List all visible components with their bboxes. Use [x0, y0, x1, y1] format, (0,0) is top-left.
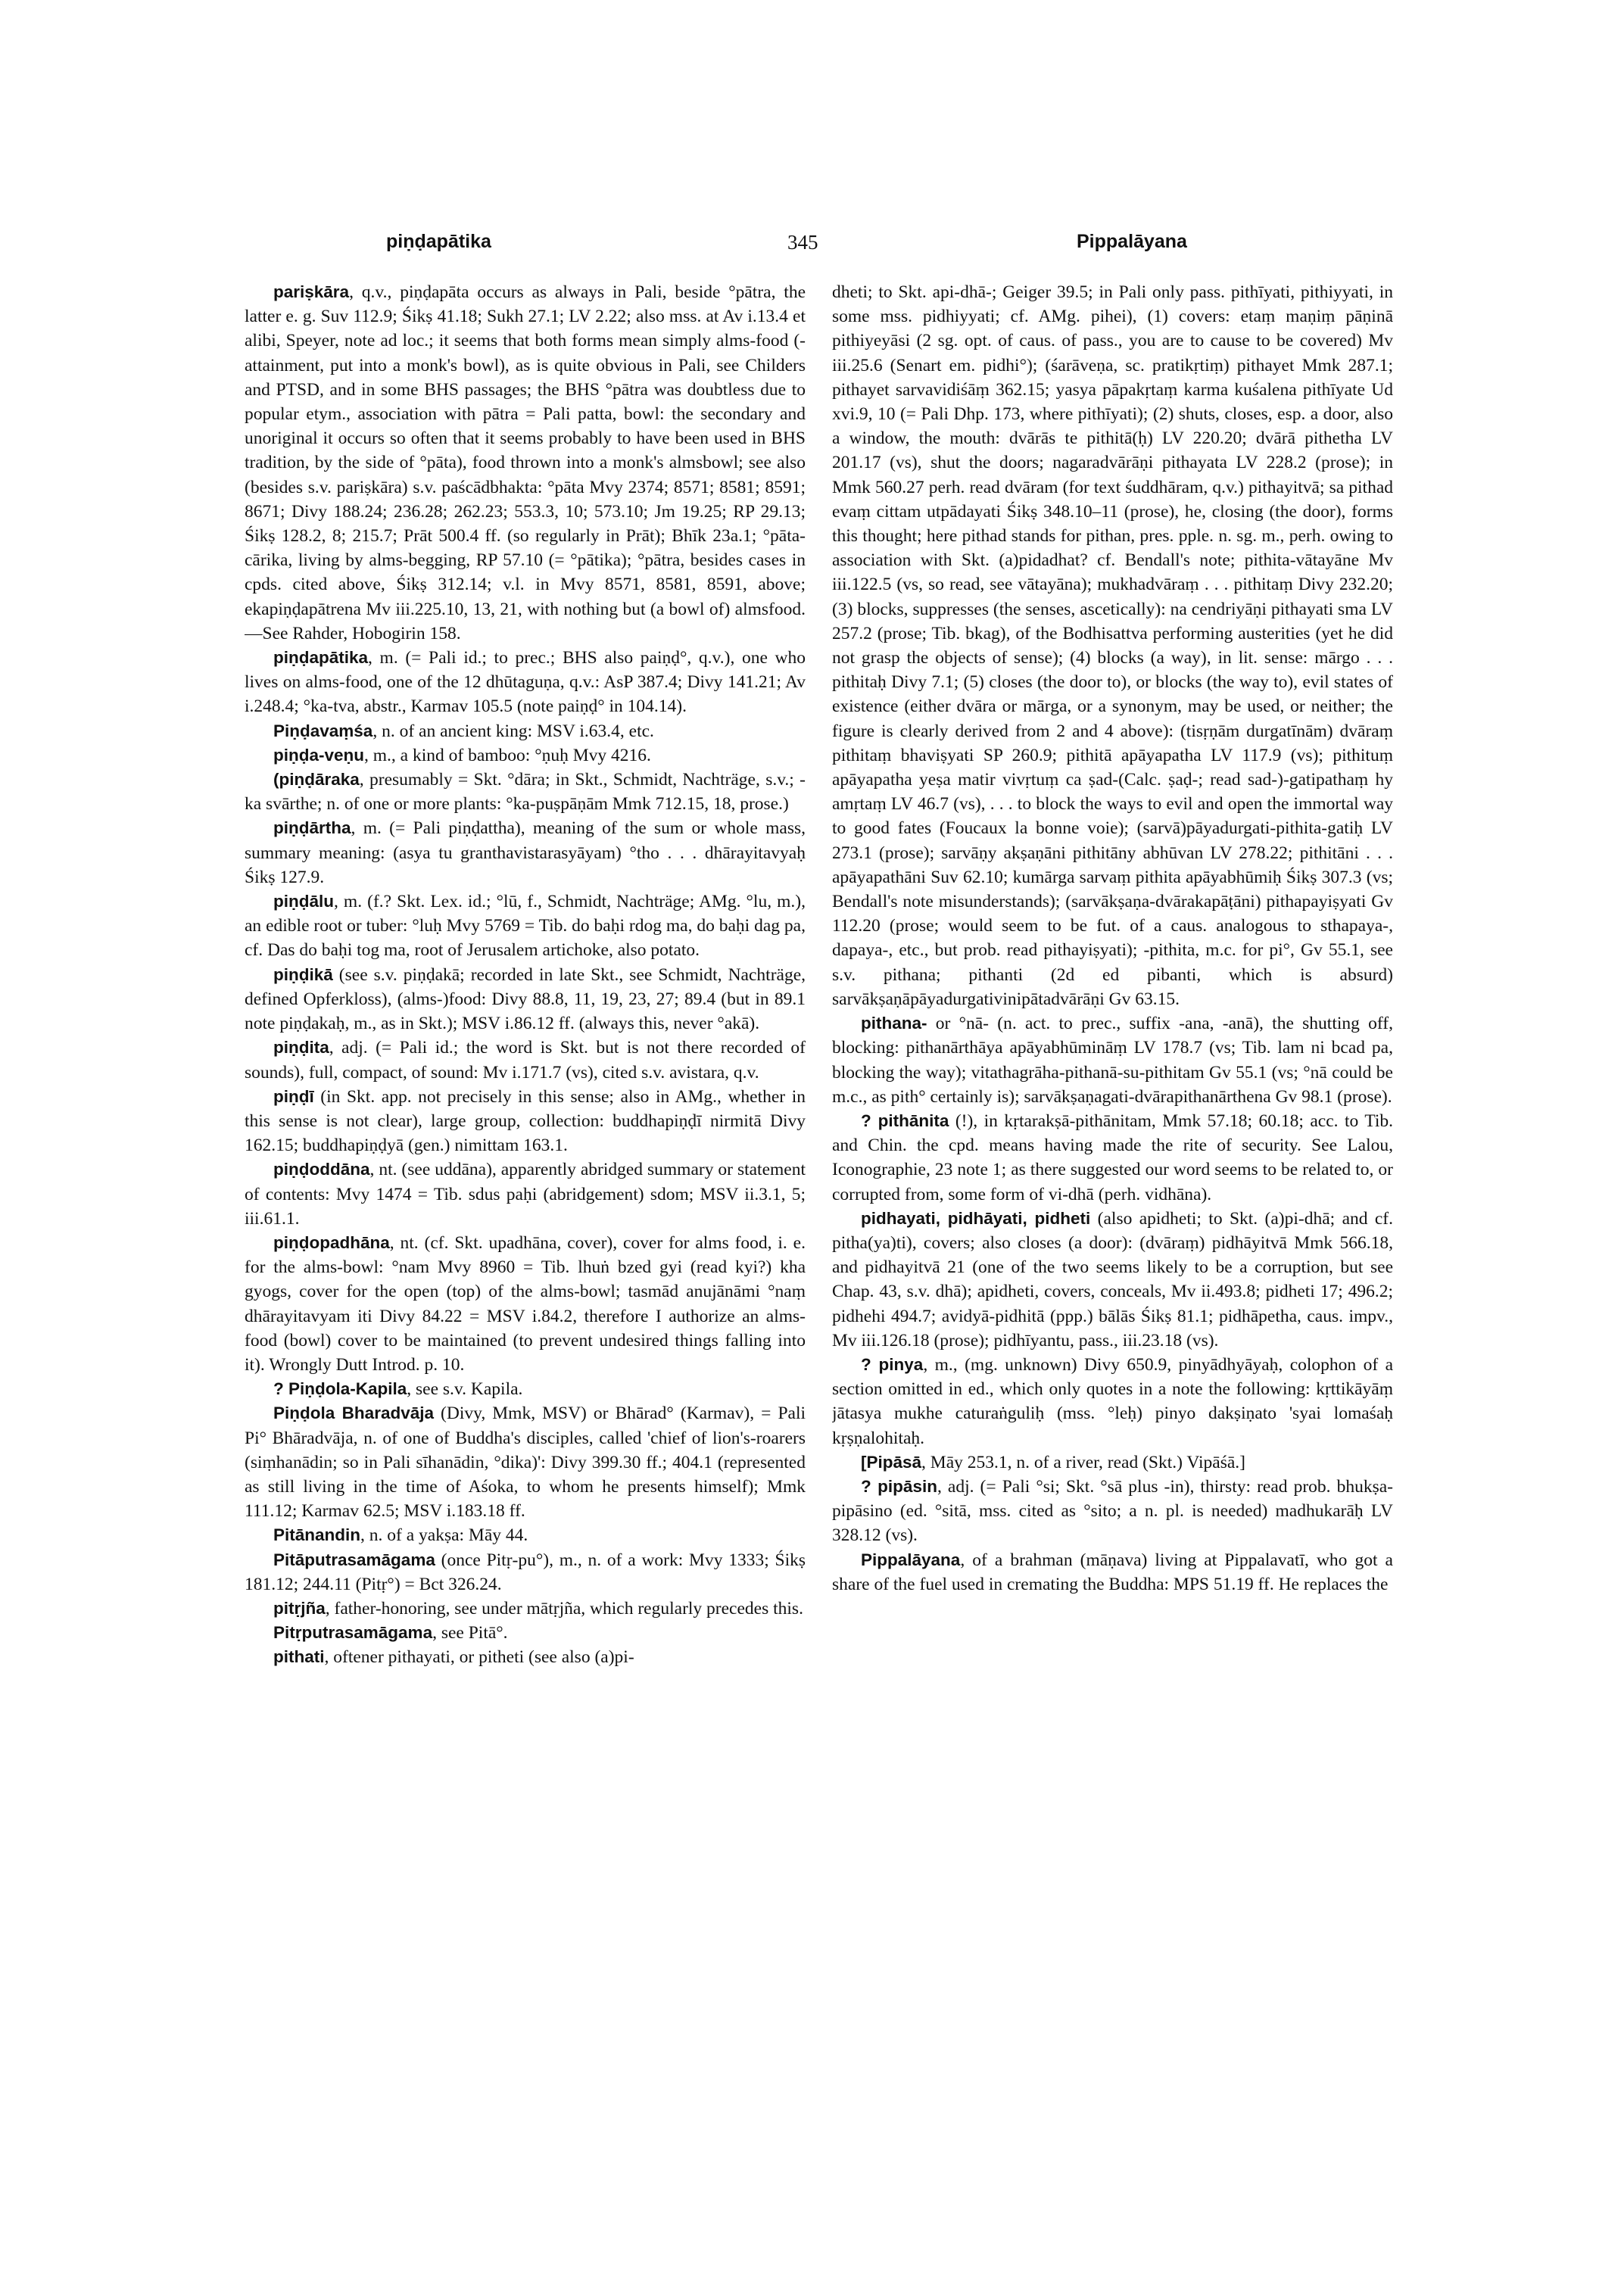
dictionary-entry — [245, 1645, 806, 1669]
entry-headword: piṇḍopadhāna — [273, 1232, 390, 1252]
entry-body: , adj. (= Pali °si; Skt. °sā plus -in), thirsty: read prob. bhukṣa-pipāsino (ed. °sitā, mss. cited as °sito; a n. pl. is needed) madhukarāḥ LV 328.12 (vs). — [832, 1476, 1393, 1546]
left-guide-word: piṇḍapātika — [386, 231, 491, 252]
entry-headword: piṇḍa-veṇu — [273, 745, 365, 765]
entry-body: , nt. (see uddāna), apparently abridged summary or statement of contents: Mvy 1474 = Tib. sdus paḥi (abridgement) sdom; MSV ii.3.1, 5; iii.61.1. — [245, 1160, 806, 1229]
entry-headword: piṇḍoddāna — [273, 1160, 370, 1179]
entry-body: , adj. (= Pali id.; the word is Skt. but is not there recorded of sounds), full, compact, of sound: Mv i.171.7 (vs), cited s.v. avistara, q.v. — [245, 1038, 806, 1083]
dictionary-entry — [832, 1353, 1393, 1450]
dictionary-entry — [245, 1036, 806, 1084]
dictionary-entry — [245, 280, 806, 646]
entry-headword: ? pipāsin — [861, 1476, 937, 1496]
entry-body: (once Pitṛ-pu°), m., n. of a work: Mvy 1333; Śikṣ 181.12; 244.11 (Pitṛ°) = Bct 326.24. — [245, 1550, 806, 1594]
entry-body: , q.v., piṇḍapāta occurs as always in Pali, beside °pātra, the latter e. g. Suv 112.9; Śikṣ 41.18; Sukh 27.1; LV 2.22; also mss. at Av i.13.4 et alibi, Speyer, note ad loc.; it seems that both forms mean simply alms-food (-attainment, put into a monk's bowl), as is quite obvious in Pali, see Childers and PTSD, and in some BHS passages; the BHS °pātra was doubtless due to popular etym., association with pātra = Pali patta, bowl: the secondary and unoriginal it occurs so often that it seems probably to have been used in BHS tradition, by the side of °pāta), food thrown into a monk's almsbowl; see also (besides s.v. pariṣkāra) s.v. paścādbhakta: °pāta Mvy 2374; 8571; 8581; 8591; 8671; Divy 188.24; 236.28; 262.23; 553.3, 10; 573.10; Jm 19.25; RP 29.13; Śikṣ 128.2, 8; 215.7; Prāt 500.4 ff. (so regularly in Prāt); Bhīk 23a.1; °pāta-cārika, living by alms-begging, RP 57.10 (= °pātika); °pātra, besides cases in cpds. cited above, Śikṣ 312.14; v.l. in Mvy 8571, 8581, 8591, above; ekapiṇḍapātrena Mv iii.225.10, 13, 21, with nothing but (a bowl of) almsfood.—See Rahder, Hobogirin 158. — [245, 282, 806, 643]
entry-body: , see Pitā°. — [432, 1623, 508, 1643]
entry-headword: pidhayati, pidhāyati, pidheti — [861, 1208, 1091, 1228]
entry-body: (!), in kṛtarakṣā-pithānitam, Mmk 57.18; 60.18; acc. to Tib. and Chin. the cpd. means having made the rite of security. See Lalou, Iconographie, 23 note 1; as there suggested our word seems to be related to, or corrupted from, some form of vi-dhā (perh. vidhāna). — [832, 1111, 1393, 1204]
entry-headword: piṇḍālu — [273, 892, 334, 911]
dictionary-entry — [245, 1597, 806, 1621]
entry-headword: [Pipāsā — [861, 1452, 922, 1472]
entry-headword: piṇḍārtha — [273, 818, 351, 838]
entry-body: , m. (f.? Skt. Lex. id.; °lū, f., Schmidt, Nachträge; AMg. °lu, m.), an edible root or tuber: °luḥ Mvy 5769 = Tib. do baḥi rdog ma, do baḥi dag pa, cf. Das do baḥi tog ma, root of Jerusalem artichoke, also potato. — [245, 892, 806, 961]
entry-headword: ? Piṇḍola-Kapila — [273, 1379, 407, 1399]
dictionary-entry — [832, 280, 1393, 1011]
entry-body: , oftener pithayati, or pitheti (see also (a)pi- — [324, 1647, 634, 1668]
page-header — [0, 231, 1624, 261]
entry-body: , m. (= Pali piṇḍattha), meaning of the sum or whole mass, summary meaning: (asya tu granthavistarasyāyam) °tho . . . dhārayitavyaḥ Śikṣ 127.9. — [245, 818, 806, 887]
left-column — [245, 280, 806, 2267]
dictionary-entry — [245, 646, 806, 719]
dictionary-entry — [245, 816, 806, 889]
right-guide-word: Pippalāyana — [1077, 231, 1187, 252]
entry-headword: Pippalāyana — [861, 1550, 961, 1569]
entry-body: dheti; to Skt. api-dhā-; Geiger 39.5; in Pali only pass. pithīyati, pithiyyati, in some mss. pidhiyyati; cf. AMg. pihei), (1) covers: etaṃ maṇiṃ pāṇinā pithiyeyāsi (2 sg. opt. of caus. of pass., you are to cause to be covered) Mv iii.25.6 (Senart em. pidhi°); (śarāveṇa, sc. pratikṛtiṃ) pithayet Mmk 287.1; pithayet sarvavidiśāṃ 362.15; yasya pāpakṛtaṃ karma kuśalena pithīyate Ud xvi.9, 10 (= Pali Dhp. 173, where pithīyati); (2) shuts, closes, esp. a door, also a window, the mouth: dvārās te pithitā(ḥ) LV 220.20; dvārā pithetha LV 201.17 (vs), shut the doors; nagaradvārāṇi pithayata LV 228.2 (prose); in Mmk 560.27 perh. read dvāram (for text śuddhāram, q.v.) pithayitvā; sa pithad evaṃ cittam utpādayati Śikṣ 348.10–11 (prose), he, closing (the door), forms this thought; here pithad stands for pithan, pres. pple. n. sg. m., perh. owing to association with Skt. (a)pidadhat? cf. Bendall's note; pithita-vātayāne Mv iii.122.5 (vs, so read, see vātayāna); mukhadvāraṃ . . . pithitaṃ Divy 232.20; (3) blocks, suppresses (the senses, ascetically): na cendriyāṇi pithayati sma LV 257.2 (prose; Tib. bkag), of the Bodhisattva performing austerities (yet he did not grasp the objects of sense); (4) blocks (a way), in lit. sense: mārgo . . . pithitaḥ Divy 7.1; (5) closes (the door to), or blocks (the way to), evil states of existence (either dvāra or mārga, or a synonym, may be used, or neither; the figure is clearly derived from 2 and 4 above): (tisṛṇām durgatīnām) dvāraṃ pithitaṃ bhaviṣyati SP 260.9; pithitā apāyapatha LV 117.9 (vs); pithituṃ apāyapatha yeṣa matir vivṛtuṃ ca ṣad-(Calc. ṣaḍ-; read sad-)-gatipathaṃ hy amṛtaṃ LV 46.7 (vs), . . . to block the ways to evil and open the immortal way to good fates (Foucaux la bonne voie); (sarvā)pāyadurgati-pithita-gatiḥ LV 273.1 (prose); sarvāṇy akṣaṇāni pithitāny abhūvan LV 278.22; pithitāni . . . apāyapathāni Suv 62.10; kumārga sarvaṃ pithita apāyabhūmiḥ Śikṣ 307.3 (vs; Bendall's note misunderstands); (sarvākṣaṇa-dvārakapāṭāni) pithapayiṣyati Gv 112.20 (prose; would seem to be fut. of a caus. analogous to sthapaya-, dapaya-, etc., but prob. read pithayiṣyati); -pithita, m.c. for pi°, Gv 55.1, see s.v. pithana; pithanti (2d ed pibanti, which is absurd) sarvākṣaṇāpāyadurgativinipātadvārāṇi Gv 63.15. — [832, 282, 1393, 1009]
entry-body: , n. of an ancient king: MSV i.63.4, etc. — [372, 721, 654, 741]
entry-headword: (piṇḍāraka — [273, 770, 360, 790]
page-number: 345 — [787, 231, 818, 254]
entry-headword: ? pinya — [861, 1354, 924, 1374]
entry-headword: pithati — [273, 1647, 325, 1667]
entry-headword: piṇḍikā — [273, 964, 333, 984]
entry-headword: Piṇḍola Bharadvāja — [273, 1404, 434, 1423]
dictionary-entry — [245, 963, 806, 1036]
entry-body: , father-honoring, see under mātṛjña, which regularly precedes this. — [325, 1598, 803, 1618]
entry-headword: ? pithānita — [861, 1111, 949, 1130]
dictionary-entry — [245, 1157, 806, 1231]
entry-body: (see s.v. piṇḍakā; recorded in late Skt., see Schmidt, Nachträge, defined Opferkloss), (alms-)food: Divy 88.8, 11, 19, 23, 27; 89.4 (but in 89.1 note piṇḍakaḥ, m., as in Skt.); MSV i.86.12 ff. (always this, never °akā). — [245, 964, 806, 1034]
entry-headword: Pitāputrasamāgama — [273, 1550, 435, 1569]
entry-body: (in Skt. app. not precisely in this sense; also in AMg., whether in this sense is not clear), large group, collection: buddhapiṇḍī nirmitā Divy 162.15; buddhapiṇḍyā (gen.) nimittam 163.1. — [245, 1086, 806, 1156]
dictionary-entry — [245, 1523, 806, 1547]
dictionary-entry — [245, 719, 806, 743]
dictionary-entry — [832, 1450, 1393, 1475]
dictionary-entry — [245, 1548, 806, 1597]
dictionary-entry — [832, 1109, 1393, 1207]
entry-body: , presumably = Skt. °dāra; in Skt., Schmidt, Nachträge, s.v.; -ka svārthe; n. of one or more plants: °ka-puṣpāṇām Mmk 712.15, 18, prose.) — [245, 770, 806, 815]
dictionary-entry — [245, 889, 806, 963]
entry-body: (also apidheti; to Skt. (a)pi-dhā; and cf. pitha(ya)ti), covers; also closes (a door): (dvāraṃ) pidhāyitvā Mmk 566.18, and pidhayitvā 21 (one of the two seems likely to be a corruption, but see Chap. 43, s.v. dhā); apidheti, covers, conceals, Mv ii.493.8; pidheti 17; 496.2; pidhehi 494.7; avidyā-pidhitā (ppp.) bālās Śikṣ 81.1; pidhāpetha, caus. impv., Mv iii.126.18 (prose); pidhīyantu, pass., iii.23.18 (vs). — [832, 1208, 1393, 1351]
dictionary-entry — [245, 1377, 806, 1401]
dictionary-entry — [832, 1011, 1393, 1109]
entry-headword: pithana- — [861, 1014, 927, 1033]
entry-body: (Divy, Mmk, MSV) or Bhārad° (Karmav), = Pali Pi° Bhāradvāja, n. of one of Buddha's disciples, called 'chief of lion's-roarers (siṃhanādin; so in Pali sīhanādin, °dika)': Divy 399.30 ff.; 404.1 (represented as still living in the time of Aśoka, to whom he presents himself); Mmk 111.12; Karmav 62.5; MSV i.183.18 ff. — [245, 1404, 806, 1522]
entry-body: , m., (mg. unknown) Divy 650.9, pinyādhyāyaḥ, colophon of a section omitted in ed., which only quotes in a note the following: kṛttikāyāṃ jātasya mukhe caturaṅguliḥ (mss. °leḥ) pinyo dakṣiṇato 'syai lomaśaḥ kṛṣṇalohitaḥ. — [832, 1354, 1393, 1448]
entry-headword: piṇḍapātika — [273, 648, 369, 668]
right-column — [832, 280, 1393, 2267]
dictionary-entry — [832, 1548, 1393, 1597]
entry-headword: Pitānandin — [273, 1525, 361, 1545]
entry-body: , m., a kind of bamboo: °ṇuḥ Mvy 4216. — [364, 745, 651, 765]
entry-headword: pitṛjña — [273, 1598, 326, 1618]
dictionary-entry — [245, 768, 806, 816]
dictionary-entry — [245, 1401, 806, 1523]
dictionary-entry — [245, 1621, 806, 1645]
entry-headword: piṇḍita — [273, 1038, 329, 1058]
entry-body: , see s.v. Kapila. — [407, 1379, 523, 1400]
entry-body: or °nā- (n. act. to prec., suffix -ana, -anā), the shutting off, blocking: pithanārthāya apāyabhūmināṃ LV 178.7 (vs; Tib. lam ni bcad pa, blocking the way); vitathagrāha-pithanā-su-pithitam Gv 55.1 (vs; °nā could be m.c., as pith° certainly is); sarvākṣaṇagati-dvārapithanārthena Gv 98.1 (prose). — [832, 1014, 1393, 1107]
dictionary-entry — [832, 1207, 1393, 1353]
entry-body: , of a brahman (māṇava) living at Pippalavatī, who got a share of the fuel used in cremating the Buddha: MPS 51.19 ff. He replaces the — [832, 1550, 1393, 1594]
entry-body: , m. (= Pali id.; to prec.; BHS also paiṇḍ°, q.v.), one who lives on alms-food, one of the 12 dhūtaguṇa, q.v.: AsP 387.4; Divy 141.21; Av i.248.4; °ka-tva, abstr., Karmav 105.5 (note paiṇḍ° in 104.14). — [245, 648, 806, 717]
entry-headword: pariṣkāra — [273, 282, 350, 301]
dictionary-entry — [832, 1475, 1393, 1548]
entry-body: , nt. (cf. Skt. upadhāna, cover), cover for alms food, i. e. for the alms-bowl: °nam Mvy 8960 = Tib. lhuṅ bzed gyi (read kyi?) kha gyogs, cover for the open (top) of the alms-bowl; tasmād anujānāmi °naṃ dhārayitavyam iti Divy 84.22 = MSV i.84.2, therefore I authorize an alms-food (bowl) cover to be maintained (to prevent undesired things falling into it). Wrongly Dutt Introd. p. 10. — [245, 1232, 806, 1375]
entry-body: , Māy 253.1, n. of a river, read (Skt.) Vipāśā.] — [921, 1452, 1245, 1472]
dictionary-entry — [245, 1231, 806, 1377]
entry-body: , n. of a yakṣa: Māy 44. — [360, 1525, 528, 1546]
entry-headword: Piṇḍavaṃśa — [273, 721, 373, 740]
dictionary-entry — [245, 1085, 806, 1158]
entry-headword: Pitṛputrasamāgama — [273, 1623, 433, 1643]
entry-headword: piṇḍī — [273, 1086, 314, 1106]
dictionary-entry — [245, 743, 806, 768]
